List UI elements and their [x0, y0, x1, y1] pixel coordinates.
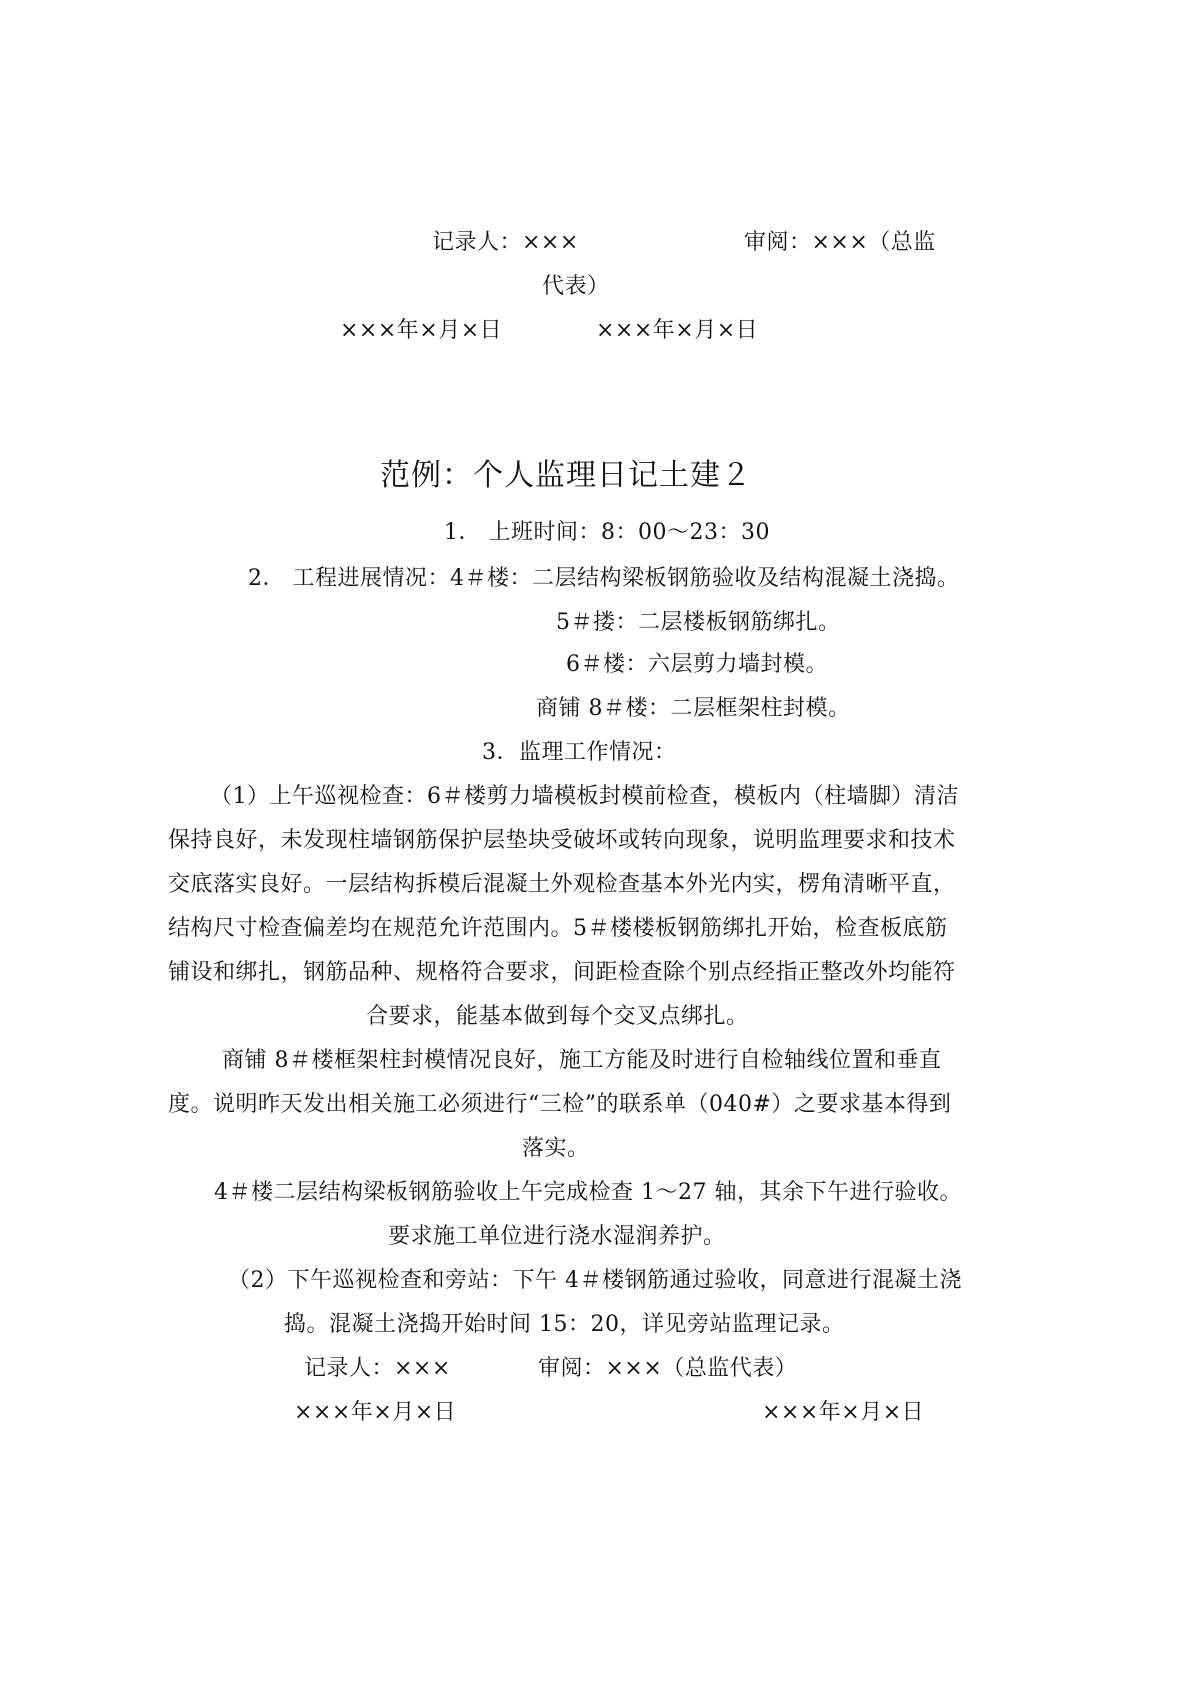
top-reviewer-line1: 审阅：×××（总监: [744, 230, 936, 255]
progress-line-4: 商铺 8＃楼：二层框架柱封模。: [536, 696, 851, 721]
paragraph-line: 结构尺寸检查偏差均在规范允许范围内。5＃楼楼板钢筋绑扎开始，检查板底筋: [168, 916, 948, 941]
paragraph-line: 度。说明昨天发出相关施工必须进行“三检”的联系单（040#）之要求基本得到: [168, 1092, 952, 1117]
page-title: 范例：个人监理日记土建２: [380, 458, 752, 493]
top-date-right: ×××年×月×日: [596, 318, 759, 343]
paragraph-line: 捣。混凝土浇捣开始时间 15：20，详见旁站监理记录。: [284, 1312, 845, 1337]
paragraph-line: （1）上午巡视检查：6＃楼剪力墙模板封模前检查，模板内（柱墙脚）清洁: [210, 784, 959, 809]
bottom-date-right: ×××年×月×日: [762, 1400, 925, 1425]
paragraph-line: 商铺 8＃楼框架柱封模情况良好，施工方能及时进行自检轴线位置和垂直: [222, 1048, 942, 1073]
bottom-reviewer: 审阅：×××（总监代表）: [538, 1356, 798, 1381]
paragraph-line: 落实。: [522, 1136, 590, 1161]
bottom-recorder: 记录人：×××: [304, 1356, 451, 1381]
top-reviewer-line2: 代表）: [542, 274, 610, 299]
paragraph-line: 铺设和绑扎，钢筋品种、规格符合要求，间距检查除个别点经指正整改外均能符: [168, 960, 956, 985]
paragraph-line: 要求施工单位进行浇水湿润养护。: [388, 1224, 726, 1249]
paragraph-line: 交底落实良好。一层结构拆模后混凝土外观检查基本外光内实，楞角清晰平直，: [168, 872, 956, 897]
paragraph-line: 保持良好，未发现柱墙钢筋保护层垫块受破坏或转向现象，说明监理要求和技术: [168, 828, 956, 853]
paragraph-line: 4＃楼二层结构梁板钢筋验收上午完成检查 1～27 轴，其余下午进行验收。: [214, 1180, 962, 1205]
progress-line-3: 6＃楼：六层剪力墙封模。: [566, 652, 828, 677]
progress-line-1: 2． 工程进展情况：4＃楼：二层结构梁板钢筋验收及结构混凝土浇捣。: [248, 566, 960, 591]
top-recorder: 记录人：×××: [432, 230, 579, 255]
progress-line-2: 5＃搂：二层楼板钢筋绑扎。: [556, 610, 841, 635]
work-hours: 1． 上班时间：8：00～23：30: [444, 520, 770, 545]
paragraph-line: 合要求，能基本做到每个交叉点绑扎。: [366, 1004, 749, 1029]
top-date-left: ×××年×月×日: [340, 318, 503, 343]
supervision-heading: 3．监理工作情况：: [482, 740, 677, 765]
paragraph-line: （2）下午巡视检查和旁站：下午 4＃楼钢筋通过验收，同意进行混凝土浇: [228, 1268, 962, 1293]
bottom-date-left: ×××年×月×日: [294, 1400, 457, 1425]
